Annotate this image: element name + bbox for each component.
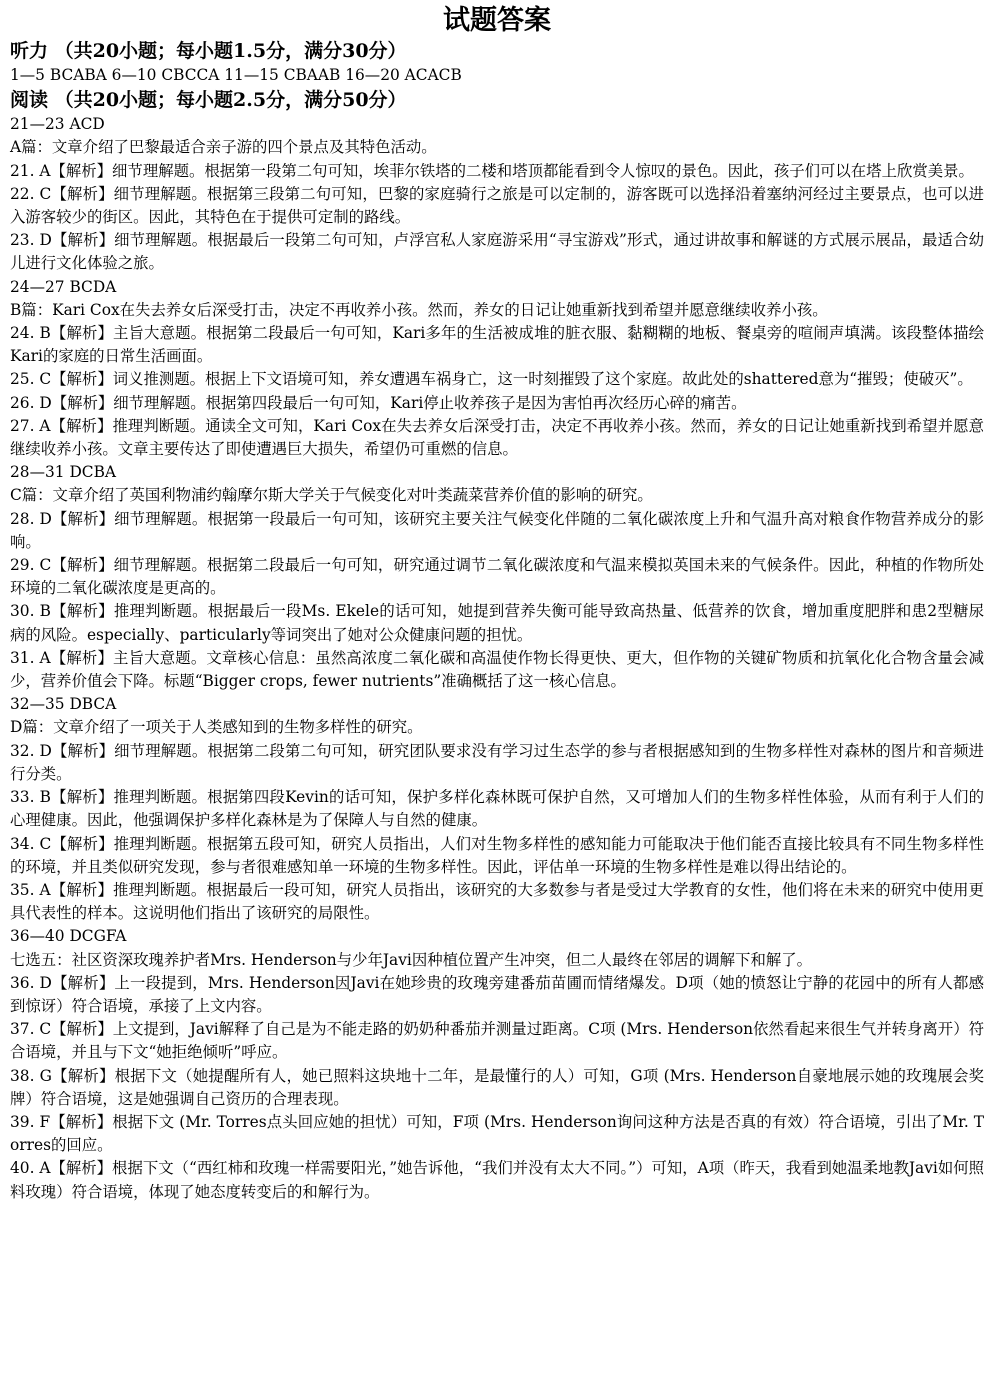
reading-paragraph: C篇：文章介绍了英国利物浦约翰摩尔斯大学关于气候变化对叶类蔬菜营养价值的影响的研究。 [10, 486, 653, 505]
reading-paragraph: A篇：文章介绍了巴黎最适合亲子游的四个景点及其特色活动。 [10, 138, 437, 157]
reading-paragraph: 28—31 DCBA [10, 463, 116, 482]
reading-paragraph: 23. D【解析】细节理解题。根据最后一段第二句可知，卢浮宫私人家庭游采用“寻宝游戏”形式，通过讲故事和解谜的方式展示展品，最适合幼儿进行文化体验之旅。 [10, 231, 984, 273]
reading-paragraph: 37. C【解析】上文提到，Javi解释了自己是为不能走路的奶奶种番茄并测量过距离。C项 (Mrs. Henderson依然看起来很生气并转身离开）符合语境，并且与下文“她拒绝倾听”呼应。 [10, 1020, 984, 1062]
listening-answers: 1—5 BCABA 6—10 CBCCA 11—15 CBAAB 16—20 ACACB [10, 66, 462, 84]
reading-section-heading: 阅读 （共20小题；每小题2.5分，满分50分） [10, 89, 407, 112]
reading-paragraph: 39. F【解析】根据下文 (Mr. Torres点头回应她的担忧）可知，F项 (Mrs. Henderson询问这种方法是否真的有效）符合语境，引出了Mr. Torres的回应。 [10, 1112, 984, 1155]
reading-paragraph: 22. C【解析】细节理解题。根据第三段第二句可知，巴黎的家庭骑行之旅是可以定制的，游客既可以选择沿着塞纳河经过主要景点，也可以进入游客较少的街区。因此，其特色在于提供可定制的路线。 [10, 184, 984, 227]
reading-paragraph: 29. C【解析】细节理解题。根据第二段最后一句可知，研究通过调节二氧化碳浓度和气温来模拟英国未来的气候条件。因此，种植的作物所处环境的二氧化碳浓度是更高的。 [10, 556, 984, 598]
reading-paragraph: 21—23 ACD [10, 115, 105, 134]
reading-paragraph: 38. G【解析】根据下文（她提醒所有人，她已照料这块地十二年，是最懂行的人）可知，G项 (Mrs. Henderson自豪地展示她的玫瑰展会奖牌）符合语境，这是她强调自己资历的合理表现。 [10, 1066, 984, 1108]
reading-paragraph: 33. B【解析】推理判断题。根据第四段Kevin的话可知，保护多样化森林既可保护自然，又可增加人们的生物多样性体验，从而有利于人们的心理健康。因此，他强调保护多样化森林是为了保障人与自然的健康。 [10, 788, 984, 830]
reading-paragraph: 27. A【解析】推理判断题。通读全文可知，Kari Cox在失去养女后深受打击，决定不再收养小孩。然而，养女的日记让她重新找到希望并愿意继续收养小孩。文章主要传达了即使遭遇巨大损失，希望仍可重燃的信息。 [10, 416, 984, 459]
reading-paragraph: B篇：Kari Cox在失去养女后深受打击，决定不再收养小孩。然而，养女的日记让她重新找到希望并愿意继续收养小孩。 [10, 300, 828, 319]
reading-paragraph: 25. C【解析】词义推测题。根据上下文语境可知，养女遭遇车祸身亡，这一时刻摧毁了这个家庭。故此处的shattered意为“摧毁；使破灭”。 [10, 370, 973, 389]
reading-paragraph: 24. B【解析】主旨大意题。根据第二段最后一句可知，Kari多年的生活被成堆的脏衣服、黏糊糊的地板、餐桌旁的喧闹声填满。该段整体描绘Kari的家庭的日常生活画面。 [10, 324, 984, 366]
reading-paragraph: 34. C【解析】推理判断题。根据第五段可知，研究人员指出，人们对生物多样性的感知能力可能取决于他们能否直接比较具有不同生物多样性的环境，并且类似研究发现，参与者很难感知单一环境的生物多样性。因此，评估单一环境的生物多样性是难以得出结论的。 [10, 834, 984, 876]
reading-paragraph: 24—27 BCDA [10, 277, 117, 296]
reading-paragraph: 35. A【解析】推理判断题。根据最后一段可知，研究人员指出，该研究的大多数参与者是受过大学教育的女性，他们将在未来的研究中使用更具代表性的样本。这说明他们指出了该研究的局限性。 [10, 880, 984, 923]
reading-paragraph: 36. D【解析】上一段提到，Mrs. Henderson因Javi在她珍贵的玫瑰旁建番茄苗圃而情绪爆发。D项（她的愤怒让宁静的花园中的所有人都感到惊讶）符合语境，承接了上文内容。 [10, 973, 984, 1015]
reading-paragraph: 21. A【解析】细节理解题。根据第一段第二句可知，埃菲尔铁塔的二楼和塔顶都能看到令人惊叹的景色。因此，孩子们可以在塔上欣赏美景。 [10, 161, 974, 180]
reading-paragraph: 七选五：社区资深玫瑰养护者Mrs. Henderson与少年Javi因种植位置产生冲突，但二人最终在邻居的调解下和解了。 [10, 950, 813, 969]
reading-paragraph: D篇：文章介绍了一项关于人类感知到的生物多样性的研究。 [10, 718, 423, 737]
reading-paragraph: 26. D【解析】细节理解题。根据第四段最后一句可知，Kari停止收养孩子是因为害怕再次经历心碎的痛苦。 [10, 393, 747, 412]
reading-section-body [10, 113, 984, 1204]
page-title: 试题答案 [443, 5, 551, 36]
reading-paragraph: 36—40 DCGFA [10, 927, 127, 946]
listening-section-heading: 听力 （共20小题；每小题1.5分，满分30分） [10, 40, 407, 62]
reading-paragraph: 32—35 DBCA [10, 695, 117, 714]
reading-paragraph: 40. A【解析】根据下文（“西红柿和玫瑰一样需要阳光，”她告诉他，“我们并没有太大不同。”）可知，A项（昨天，我看到她温柔地教Javi如何照料玫瑰）符合语境，体现了她态度转变后的和解行为。 [10, 1159, 984, 1201]
reading-paragraph: 31. A【解析】主旨大意题。文章核心信息：虽然高浓度二氧化碳和高温使作物长得更快、更大，但作物的关键矿物质和抗氧化化合物含量会减少，营养价值会下降。标题“Bigger crops, fewer nutrients”准确概括了这一核心信息。 [10, 648, 984, 691]
reading-paragraph: 28. D【解析】细节理解题。根据第一段最后一句可知，该研究主要关注气候变化伴随的二氧化碳浓度上升和气温升高对粮食作物营养成分的影响。 [10, 509, 984, 551]
reading-paragraph: 32. D【解析】细节理解题。根据第二段第二句可知，研究团队要求没有学习过生态学的参与者根据感知到的生物多样性对森林的图片和音频进行分类。 [10, 741, 984, 783]
reading-paragraph: 30. B【解析】推理判断题。根据最后一段Ms. Ekele的话可知，她提到营养失衡可能导致高热量、低营养的饮食，增加重度肥胖和患2型糖尿病的风险。especially、particularly等词突出了她对公众健康问题的担忧。 [10, 602, 984, 644]
